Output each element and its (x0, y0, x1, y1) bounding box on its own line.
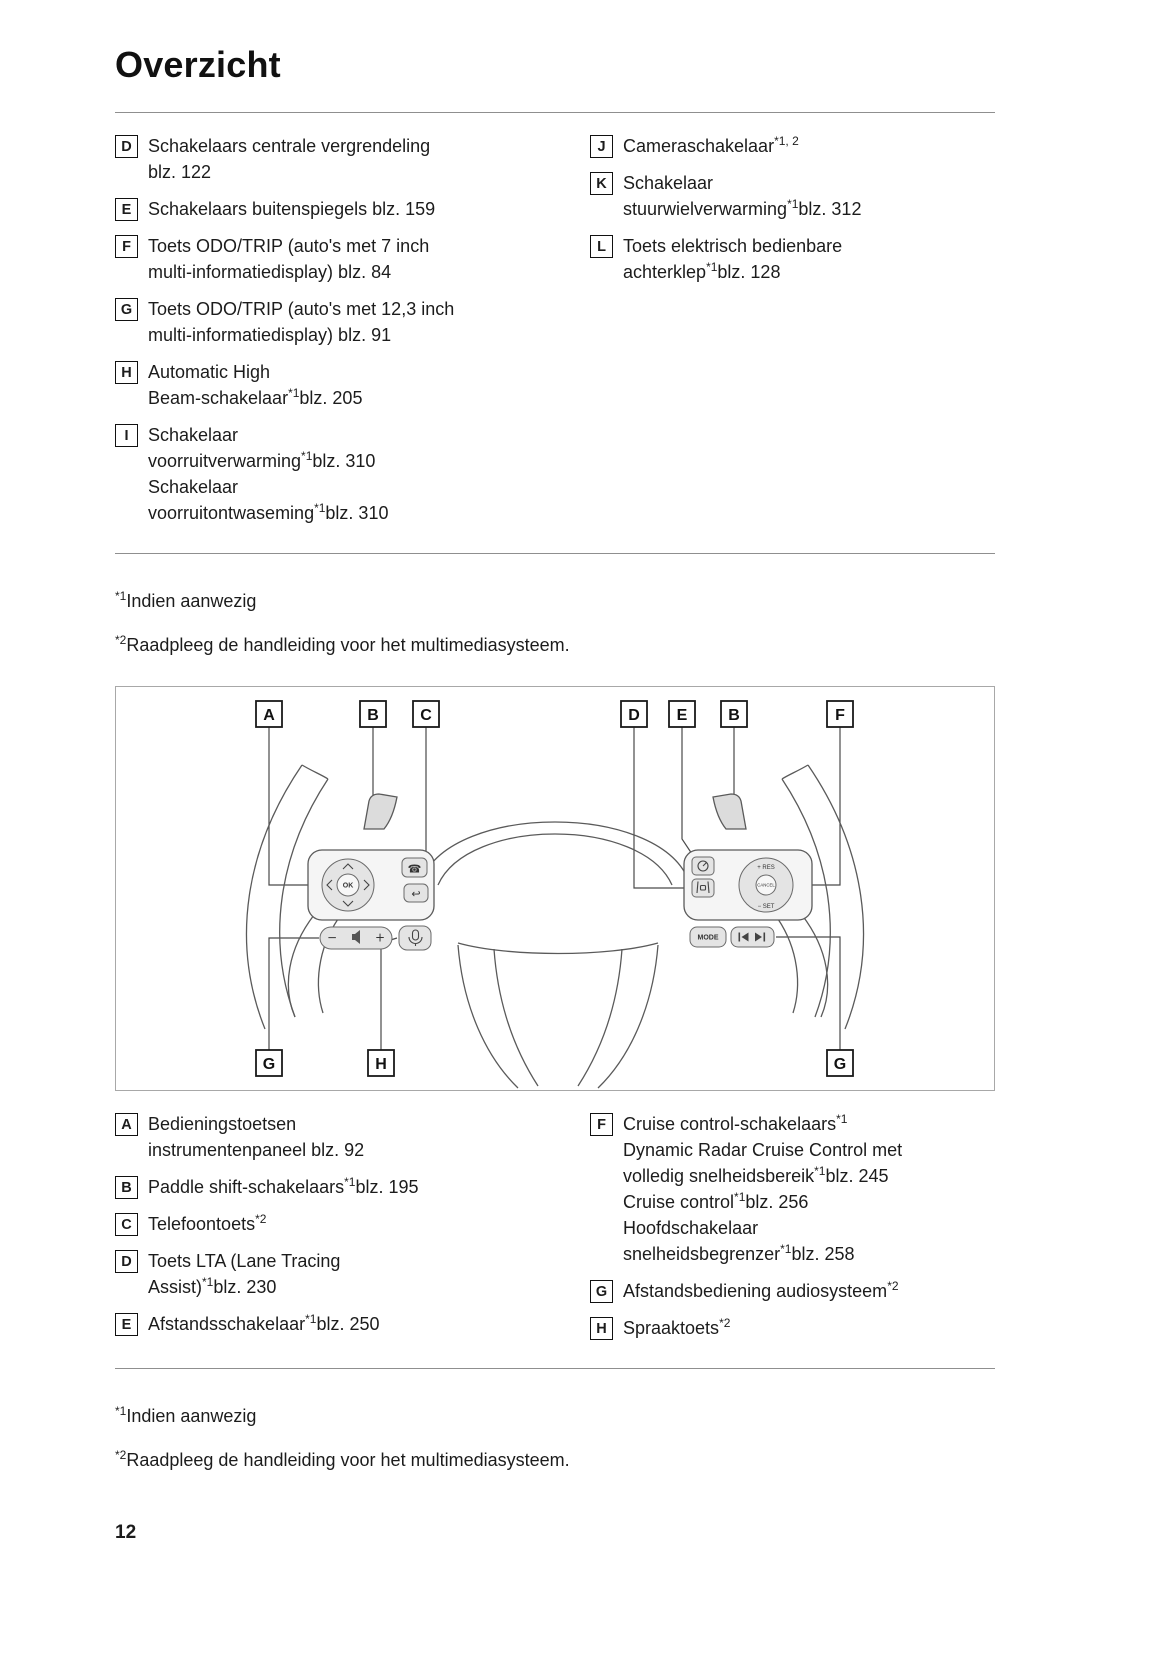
callout-boxes-top (256, 701, 853, 727)
list-item (115, 422, 590, 526)
steering-wheel-figure (115, 686, 995, 1091)
ok-button-label: OK (342, 882, 354, 890)
list-item (590, 1315, 995, 1341)
right-paddle-shifter (713, 794, 746, 829)
set-button-label: − SET (757, 904, 775, 910)
item-key-box: B (115, 1176, 138, 1199)
footnote (115, 588, 995, 614)
footnote-text: Raadpleeg de handleiding voor het multimediasysteem. (126, 635, 570, 655)
bottom-list (115, 1111, 995, 1352)
item-key-box: L (590, 235, 613, 258)
top-list (115, 133, 995, 537)
item-key-box: G (590, 1280, 613, 1303)
item-text: Schakelaars buitenspiegels blz. 159 (148, 199, 436, 219)
list-item (590, 1111, 995, 1267)
svg-text:H: H (375, 1056, 387, 1073)
footnotes-top (115, 588, 995, 658)
callout-b-left (360, 701, 386, 727)
item-key-box: H (115, 361, 138, 384)
left-button-pod (308, 850, 434, 950)
left-paddle-shifter (364, 794, 397, 829)
svg-text:G: G (833, 1056, 847, 1073)
divider (115, 112, 995, 113)
item-key-box: H (590, 1317, 613, 1340)
item-key-box: J (590, 135, 613, 158)
page-content (115, 0, 995, 1473)
item-text: Afstandsbediening audiosysteem$^{*2}$ (623, 1279, 899, 1301)
item-text: Toets ODO/TRIP (auto's met 7 inch multi-informatiedisplay) blz. 84 (148, 236, 430, 282)
svg-text:E: E (676, 707, 688, 724)
footnote (115, 632, 995, 658)
callout-b-right (721, 701, 747, 727)
footnote-text: Raadpleeg de handleiding voor het multimediasysteem. (126, 1450, 570, 1470)
svg-text:D: D (628, 707, 640, 724)
item-text: Toets elektrisch bedienbare achterklep$^{*1}$blz. 128 (623, 236, 843, 282)
footnote-text: Indien aanwezig (126, 591, 257, 611)
right-button-pod (684, 850, 812, 947)
list-item (590, 233, 995, 285)
steering-wheel-diagram (116, 687, 994, 1090)
footnote-text: Indien aanwezig (126, 1406, 257, 1426)
list-item (115, 1311, 590, 1337)
top-list-right-column (590, 133, 995, 537)
item-text: Toets ODO/TRIP (auto's met 12,3 inch multi-informatiedisplay) blz. 91 (148, 299, 455, 345)
svg-text:G: G (262, 1056, 276, 1073)
list-item (115, 133, 590, 185)
item-key-box: K (590, 172, 613, 195)
callout-d (621, 701, 647, 727)
bottom-list-right-column (590, 1111, 995, 1352)
footnote (115, 1403, 995, 1429)
footnote-marker: *1 (115, 589, 127, 603)
item-key-box: D (115, 1250, 138, 1273)
callout-g-right (827, 1050, 853, 1076)
item-key-box: A (115, 1113, 138, 1136)
item-text: Telefoontoets$^{*2}$ (148, 1212, 267, 1234)
svg-text:A: A (263, 707, 275, 724)
item-key-box: F (590, 1113, 613, 1136)
item-text: Cruise control-schakelaars$^{*1}$ Dynamic Radar Cruise Control met volledig snelheidsbereik$^{*1}$blz. 245 Cruise control$^{*1}$blz. 256 Hoofdschakelaar snelheidsbegrenzer$^{*1}$blz. 258 (623, 1112, 903, 1264)
item-key-box: E (115, 198, 138, 221)
item-text: Schakelaars centrale vergrendeling blz. 122 (148, 136, 431, 182)
callout-g-left (256, 1050, 282, 1076)
item-key-box: F (115, 235, 138, 258)
svg-text:F: F (835, 707, 845, 724)
list-item (115, 196, 590, 222)
list-item (115, 296, 590, 348)
cancel-button-label: CANCEL (757, 882, 775, 888)
item-key-box: E (115, 1313, 138, 1336)
top-list-left-column (115, 133, 590, 537)
divider (115, 553, 995, 554)
item-key-box: I (115, 424, 138, 447)
divider (115, 1368, 995, 1369)
callout-c (413, 701, 439, 727)
page-title: Overzicht (115, 44, 281, 85)
footnote (115, 1447, 995, 1473)
item-text: Cameraschakelaar$^{*1, 2}$ (623, 134, 799, 156)
item-key-box: D (115, 135, 138, 158)
list-item (115, 1111, 590, 1163)
item-text: Afstandsschakelaar$^{*1}$blz. 250 (148, 1312, 380, 1334)
item-text: Bedieningstoetsen instrumentenpaneel blz. 92 (148, 1114, 365, 1160)
footnote-marker: *1 (115, 1404, 127, 1418)
callout-e (669, 701, 695, 727)
item-key-box: G (115, 298, 138, 321)
list-item (115, 359, 590, 411)
list-item (115, 233, 590, 285)
list-item (590, 170, 995, 222)
volume-plus-label: + (374, 930, 386, 945)
item-key-box: C (115, 1213, 138, 1236)
item-text: Schakelaar voorruitverwarming$^{*1}$blz. 310 Schakelaar voorruitontwaseming$^{*1}$blz. 310 (148, 425, 389, 523)
list-item (590, 133, 995, 159)
item-text: Spraaktoets$^{*2}$ (623, 1316, 731, 1338)
back-icon: ↩ (411, 887, 421, 901)
phone-icon: ☎ (407, 862, 422, 876)
item-text: Paddle shift-schakelaars$^{*1}$blz. 195 (148, 1175, 419, 1197)
footnote-marker: *2 (115, 633, 127, 647)
callout-h (368, 1050, 394, 1076)
footnote-marker: *2 (115, 1448, 127, 1462)
item-text: Automatic High Beam-schakelaar$^{*1}$blz. 205 (148, 362, 363, 408)
item-text: Schakelaar stuurwielverwarming$^{*1}$blz. 312 (623, 173, 862, 219)
list-item (115, 1211, 590, 1237)
bottom-list-left-column (115, 1111, 590, 1352)
list-item (115, 1174, 590, 1200)
list-item (590, 1278, 995, 1304)
res-button-label: + RES (757, 865, 775, 871)
callout-a (256, 701, 282, 727)
callout-boxes-bottom (256, 1050, 853, 1076)
svg-text:B: B (367, 707, 379, 724)
svg-text:B: B (728, 707, 740, 724)
mode-button-label: MODE (697, 934, 719, 942)
list-item (115, 1248, 590, 1300)
page-number: 12 (115, 1522, 137, 1543)
volume-minus-label: − (326, 930, 338, 945)
item-text: Toets LTA (Lane Tracing Assist)$^{*1}$blz. 230 (148, 1251, 341, 1297)
callout-f (827, 701, 853, 727)
footnotes-bottom (115, 1403, 995, 1473)
svg-text:C: C (420, 707, 432, 724)
